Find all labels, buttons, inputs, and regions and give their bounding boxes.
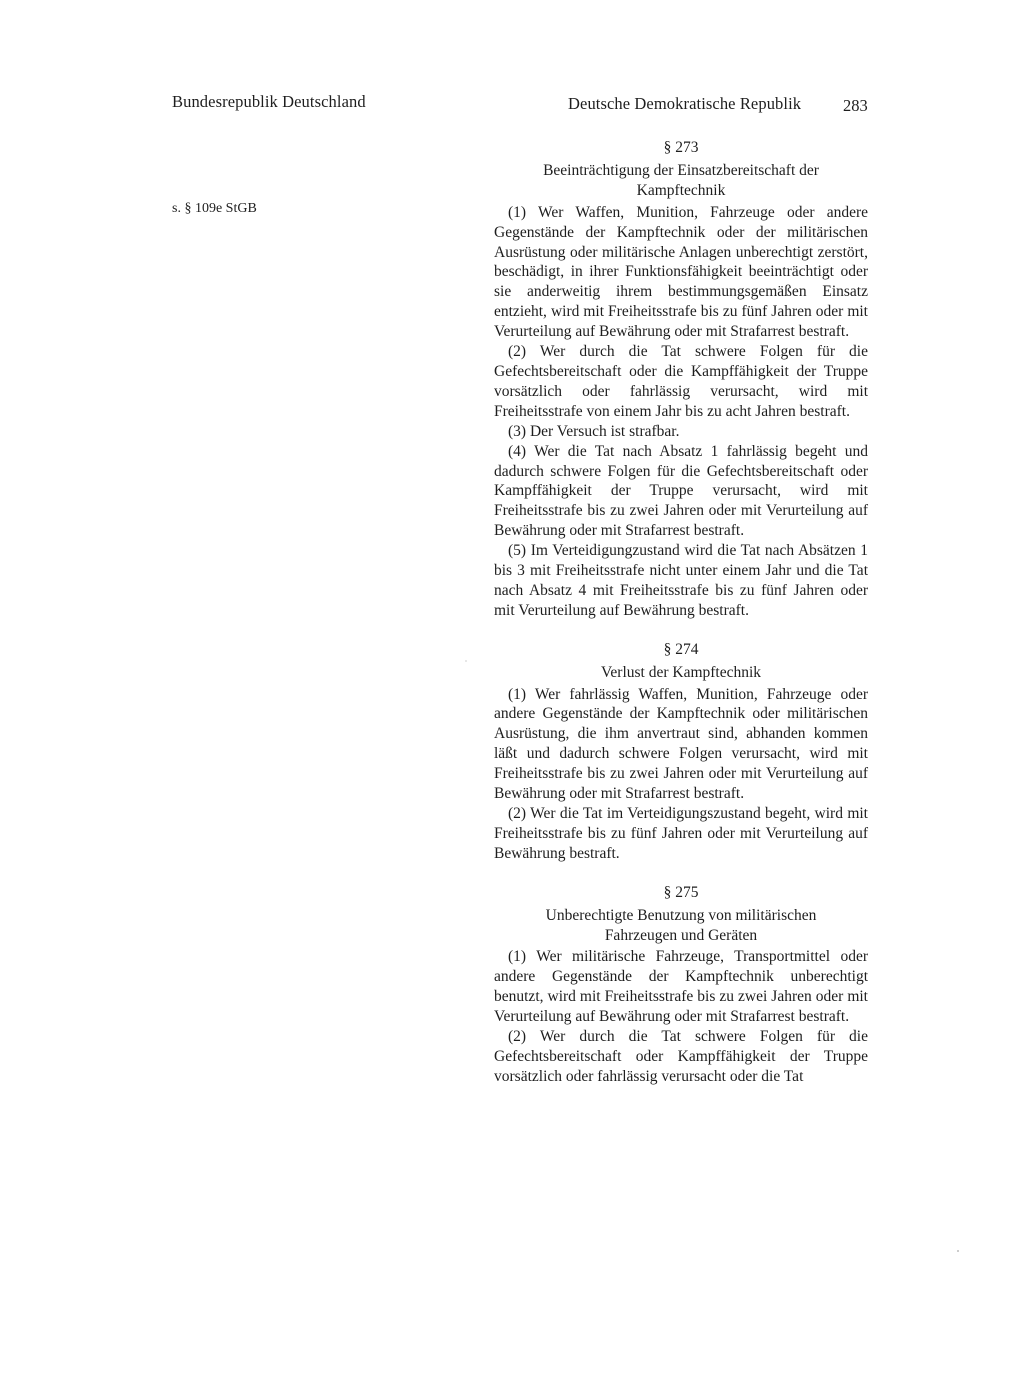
paragraph: (4) Wer die Tat nach Absatz 1 fahrlässig begeht und dadurch schwere Folgen für die Gefechtsbereitschaft oder Kampffähigkeit der Truppe verursacht, wird mit Freiheitsstrafe bis zu zwei Jahren oder mit Verurteilung auf Bewährung oder mit Strafarrest bestraft. [494, 442, 868, 540]
paragraph: (2) Wer die Tat im Verteidigungszustand begeht, wird mit Freiheitsstrafe bis zu fünf Jahren oder mit Verurteilung auf Bewährung bestraft. [494, 805, 868, 862]
section-title: Unberechtigte Benutzung von militärischen Fahrzeugen und Geräten [545, 906, 817, 944]
section-number: § 274 [663, 640, 699, 658]
scan-speck [465, 660, 467, 662]
section-title: Beeinträchtigung der Einsatzbereitschaft der Kampftechnik [543, 161, 819, 199]
paragraph: (1) Wer Waffen, Munition, Fahrzeuge oder andere Gegenstände der Kampftechnik oder der militärischen Ausrüstung oder militärische Anlagen unberechtigt zerstört, beschädigt, in ihrer Funktionsfähigkeit beeinträchtigt oder sie anderweitig ihrem bestimmungsgemäßen Einsatz entzieht, wird mit Freiheitsstrafe bis zu fünf Jahren oder mit Verurteilung auf Bewährung oder mit Strafarrest bestraft. [494, 203, 868, 341]
scan-speck [957, 1250, 959, 1252]
ddr-text-column [494, 138, 868, 1087]
paragraph: (3) Der Versuch ist strafbar. [508, 422, 680, 440]
section-number: § 273 [663, 139, 699, 156]
paragraph: (5) Im Verteidigungzustand wird die Tat nach Absätzen 1 bis 3 mit Freiheitsstrafe nicht unter einem Jahr und die Tat nach Absatz 4 mit Freiheitsstrafe bis zu fünf Jahren oder mit Verurteilung auf Bewährung bestraft. [494, 542, 868, 619]
paragraph: (2) Wer durch die Tat schwere Folgen für die Gefechtsbereitschaft oder Kampffähigkeit der Truppe vorsätzlich oder fahrlässig verursacht oder die Tat [494, 1028, 868, 1085]
paragraph: (2) Wer durch die Tat schwere Folgen für die Gefechtsbereitschaft oder die Kampffähigkeit der Truppe vorsätzlich oder fahrlässig verursacht, wird mit Freiheitsstrafe von einem Jahr bis zu acht Jahren bestraft. [494, 343, 868, 420]
section-274 [494, 640, 868, 864]
section-title: Verlust der Kampftechnik [600, 663, 762, 681]
paragraph: (1) Wer militärische Fahrzeuge, Transportmittel oder andere Gegenstände der Kampftechnik unberechtigt benutzt, wird mit Freiheitsstrafe bis zu zwei Jahren oder mit Verurteilung auf Bewährung oder mit Strafarrest bestraft. [494, 948, 868, 1026]
section-273 [494, 138, 868, 621]
margin-cross-reference: s. § 109e StGB [172, 201, 257, 216]
section-number: § 275 [663, 883, 699, 901]
paragraph: (1) Wer fahrlässig Waffen, Munition, Fahrzeuge oder andere Gegenstände der Kampftechnik oder militärischen Ausrüstung, die ihm anvertraut sind, abhanden kommen läßt und dadurch schwere Folgen verursacht, wird mit Freiheitsstrafe bis zu zwei Jahren oder mit Verurteilung auf Bewährung oder mit Strafarrest bestraft. [494, 685, 868, 803]
running-header-right: Deutsche Demokratische Republik [568, 94, 802, 113]
section-275 [494, 883, 868, 1087]
running-header-left: Bundesrepublik Deutschland [172, 92, 366, 111]
page-number: 283 [843, 96, 868, 115]
